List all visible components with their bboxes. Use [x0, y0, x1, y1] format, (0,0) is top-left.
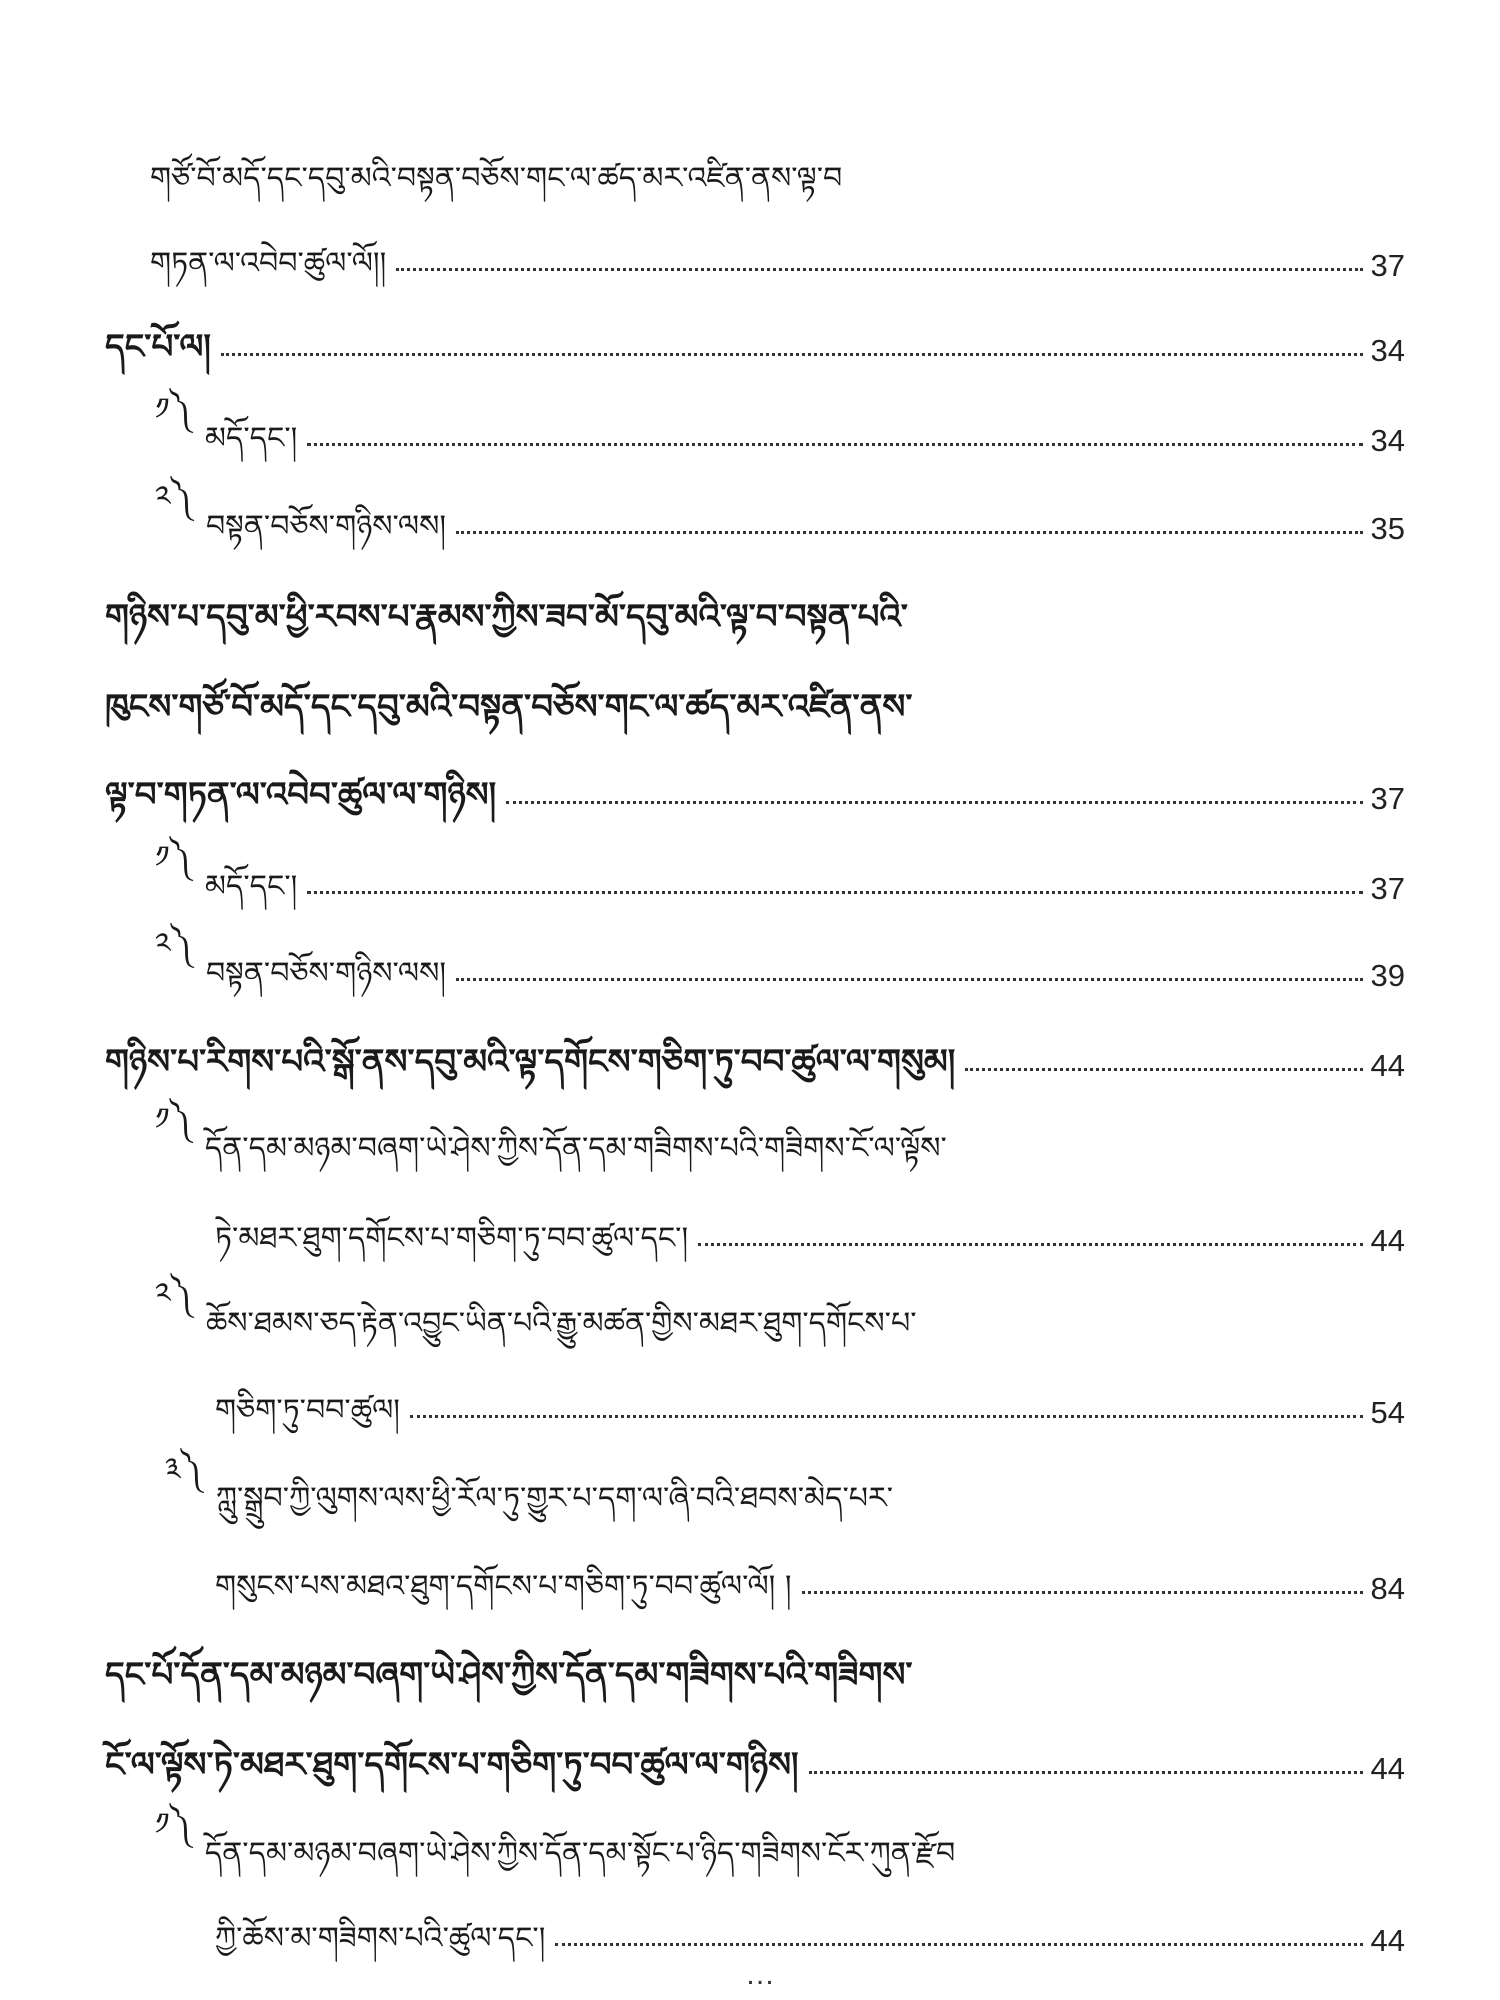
toc-entry-text: ཏེ་མཐར་ཐུག་དགོངས་པ་གཅིག་ཏུ་བབ་ཚུལ་དང་། [215, 1221, 689, 1256]
toc-entry-text: གཉིས་པ་རིགས་པའི་སྒོ་ནས་དབུ་མའི་ལྟ་དགོངས་གཅིག་ཏུ་བབ་ཚུལ་ལ་གསུམ། [105, 1042, 956, 1082]
toc-entry-text: ཀྱི་ཆོས་མ་གཟིགས་པའི་ཚུལ་དང་། [215, 1921, 546, 1956]
toc-entry[interactable] [215, 1900, 1405, 1960]
dot-leader [802, 1591, 1363, 1594]
toc-entry-text: ཁུངས་གཙོ་བོ་མདོ་དང་དབུ་མའི་བསྟན་བཅོས་གང་ལ་ཚད་མར་འཛིན་ནས་ [105, 687, 913, 727]
toc-entry-text: དང་པོ་ལ། [105, 327, 211, 367]
toc-entry-text: ངོ་ལ་ལྟོས་ཏེ་མཐར་ཐུག་དགོངས་པ་གཅིག་ཏུ་བབ་ཚུལ་ལ་གཉིས། [105, 1745, 799, 1785]
dot-leader [698, 1243, 1362, 1246]
toc-entry[interactable] [155, 480, 1405, 548]
dot-leader [410, 1415, 1363, 1418]
item-number: ༡༽ [155, 392, 191, 427]
dot-leader [396, 268, 1362, 271]
dot-leader [506, 801, 1362, 804]
page-number: 84 [1370, 1571, 1405, 1606]
toc-entry [150, 140, 842, 200]
toc-section-heading[interactable] [105, 310, 1405, 370]
toc-entry-text: དོན་དམ་མཉམ་བཞག་ཡེ་ཤེས་ཀྱིས་དོན་དམ་གཟིགས་པའི་གཟིགས་ངོ་ལ་ལྟོས་ [204, 1131, 947, 1166]
dot-leader [221, 353, 1363, 356]
toc-entry [165, 1452, 894, 1520]
page-number: 54 [1370, 1395, 1405, 1430]
dot-leader [809, 1771, 1363, 1774]
toc-entry-text: གཏན་ལ་འབེབ་ཚུལ་ལོ།། [150, 246, 387, 281]
page-number: 44 [1370, 1751, 1405, 1786]
toc-entry-text: གསུངས་པས་མཐའ་ཐུག་དགོངས་པ་གཅིག་ཏུ་བབ་ཚུལ་ལོ། ། [215, 1569, 792, 1604]
dot-leader [307, 891, 1362, 894]
toc-entry[interactable] [215, 1200, 1405, 1260]
item-number: ༡༽ [155, 1807, 191, 1842]
page-number: 37 [1370, 781, 1405, 816]
toc-section-heading [105, 1638, 913, 1698]
item-number: ༢༽ [155, 480, 192, 515]
toc-entry[interactable] [150, 225, 1405, 285]
page-number: 34 [1370, 423, 1405, 458]
dot-leader [456, 978, 1363, 981]
toc-entry-text: བསྟན་བཅོས་གཉིས་ལས། [205, 509, 446, 544]
page-number: 44 [1370, 1923, 1405, 1958]
page-number: 37 [1370, 871, 1405, 906]
item-number: ༢༽ [155, 1277, 192, 1312]
toc-section-heading[interactable] [105, 1025, 1405, 1085]
page-number: 39 [1370, 958, 1405, 993]
toc-entry-text: མདོ་དང་། [204, 421, 298, 456]
toc-entry-text: བསྟན་བཅོས་གཉིས་ལས། [205, 956, 446, 991]
toc-entry[interactable] [215, 1548, 1405, 1608]
toc-section-heading [105, 670, 912, 730]
toc-entry[interactable] [155, 840, 1405, 908]
page-number: 37 [1370, 248, 1405, 283]
toc-section-heading[interactable] [105, 1728, 1405, 1788]
toc-entry[interactable] [215, 1372, 1405, 1432]
toc-entry[interactable] [155, 927, 1405, 995]
toc-entry-text: གཅིག་ཏུ་བབ་ཚུལ། [215, 1393, 400, 1428]
toc-entry-text: དོན་དམ་མཉམ་བཞག་ཡེ་ཤེས་ཀྱིས་དོན་དམ་སྟོང་པ་ཉིད་གཟིགས་ངོར་ཀུན་རྫོབ [204, 1836, 956, 1871]
toc-entry [155, 1807, 956, 1875]
item-number: ༢༽ [155, 927, 192, 962]
page-number: 44 [1370, 1048, 1405, 1083]
dot-leader [456, 531, 1363, 534]
toc-entry-text: གཙོ་བོ་མདོ་དང་དབུ་མའི་བསྟན་བཅོས་གང་ལ་ཚད་མར་འཛིན་ནས་ལྟ་བ [150, 161, 843, 196]
toc-section-heading[interactable] [105, 758, 1405, 818]
toc-entry-text: མདོ་དང་། [204, 869, 298, 904]
item-number: ༣༽ [165, 1452, 202, 1487]
item-number: ༡༽ [155, 1102, 191, 1137]
toc-entry-text: དང་པོ་དོན་དམ་མཉམ་བཞག་ཡེ་ཤེས་ཀྱིས་དོན་དམ་གཟིགས་པའི་གཟིགས་ [105, 1655, 913, 1695]
toc-section-heading [105, 580, 908, 640]
toc-entry-text: ཀླུ་སྒྲུབ་ཀྱི་ལུགས་ལས་ཕྱི་རོལ་ཏུ་གྱུར་པ་དག་ལ་ཞི་བའི་ཐབས་མེད་པར་ [215, 1481, 894, 1516]
continuation-ellipsis: … [745, 1958, 777, 1991]
toc-entry [155, 1102, 947, 1170]
toc-entry-text: གཉིས་པ་དབུ་མ་ཕྱི་རབས་པ་རྣམས་ཀྱིས་ཟབ་མོ་དབུ་མའི་ལྟ་བ་བསྟན་པའི་ [105, 597, 908, 637]
page-number: 34 [1370, 333, 1405, 368]
toc-entry-text: ཆོས་ཐམས་ཅད་རྟེན་འབྱུང་ཡིན་པའི་རྒྱུ་མཚན་གྱིས་མཐར་ཐུག་དགོངས་པ་ [205, 1306, 917, 1341]
item-number: ༡༽ [155, 840, 191, 875]
toc-entry[interactable] [155, 392, 1405, 460]
page-number: 44 [1370, 1223, 1405, 1258]
dot-leader [965, 1068, 1362, 1071]
toc-entry-text: ལྟ་བ་གཏན་ལ་འབེབ་ཚུལ་ལ་གཉིས། [105, 775, 497, 815]
page-number: 35 [1370, 511, 1405, 546]
toc-entry [155, 1277, 917, 1345]
dot-leader [555, 1943, 1362, 1946]
dot-leader [307, 443, 1362, 446]
